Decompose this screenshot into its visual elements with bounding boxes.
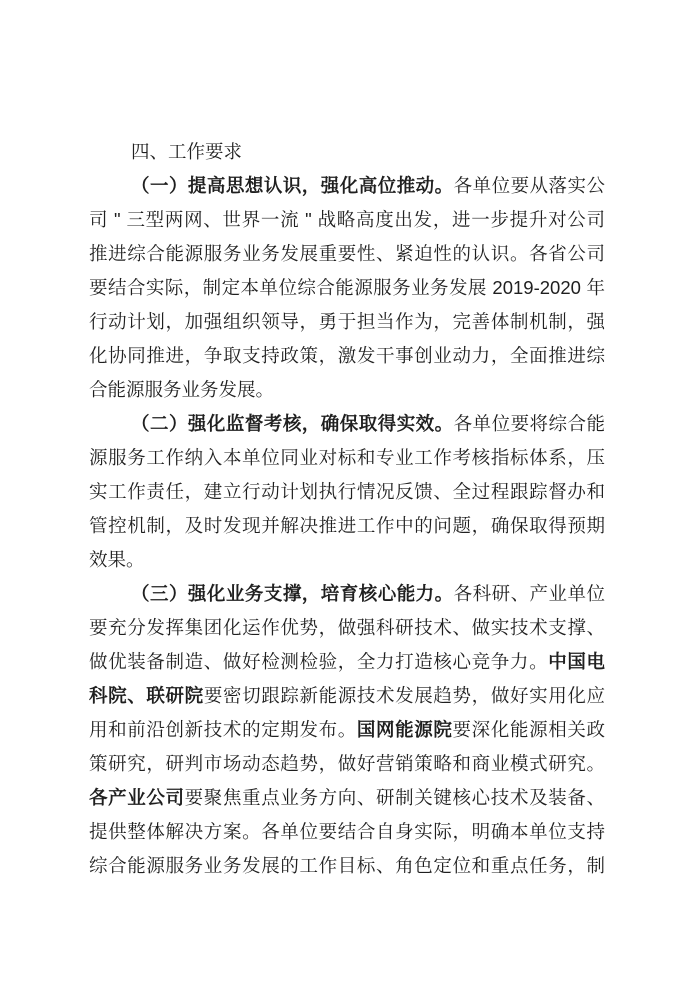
text-segment: 要密切跟踪新能源技术发展趋势，做好实用化应 <box>203 685 605 706</box>
document-line <box>89 611 605 645</box>
text-segment: 各科研、产业单位 <box>453 583 605 604</box>
document-line <box>89 509 605 543</box>
document-line <box>89 441 605 475</box>
text-segment: 实工作责任，建立行动计划执行情况反馈、全过程跟踪督办和 <box>89 481 605 502</box>
text-segment: 要充分发挥集团化运作优势，做强科研技术、做实技术支撑、 <box>89 617 605 638</box>
text-segment: 推进综合能源服务业务发展重要性、紧迫性的认识。各省公司 <box>89 243 605 264</box>
bold-text-segment: （二）强化监督考核，确保取得实效。 <box>131 413 454 434</box>
document-line <box>89 169 605 203</box>
bold-text-segment: 国网能源院 <box>356 719 453 740</box>
document-line <box>89 679 605 713</box>
bold-text-segment: （三）强化业务支撑，培育核心能力。 <box>131 583 454 604</box>
document-line <box>89 781 605 815</box>
document-line <box>89 645 605 679</box>
text-segment: 各单位要从落实公 <box>453 175 605 196</box>
document-line <box>89 203 605 237</box>
document-line <box>89 373 605 407</box>
document-line <box>89 407 605 441</box>
bold-text-segment: 中国电 <box>548 651 605 672</box>
document-line <box>89 543 605 577</box>
text-segment: 源服务工作纳入本单位同业对标和专业工作考核指标体系，压 <box>89 447 605 468</box>
document-line <box>89 713 605 747</box>
document-line <box>89 237 605 271</box>
text-segment: 提供整体解决方案。各单位要结合自身实际，明确本单位支持 <box>89 821 605 842</box>
text-segment: 要聚焦重点业务方向、研制关键核心技术及装备、 <box>184 787 605 808</box>
section-heading: 四、工作要求 <box>131 141 243 162</box>
document-body <box>89 135 605 883</box>
text-segment: 行动计划，加强组织领导，勇于担当作为，完善体制机制，强 <box>89 311 605 332</box>
text-segment: 管控机制，及时发现并解决推进工作中的问题，确保取得预期 <box>89 515 605 536</box>
document-line <box>89 577 605 611</box>
text-segment: 化协同推进，争取支持政策，激发干事创业动力，全面推进综 <box>89 345 605 366</box>
document-line <box>89 271 605 305</box>
text-segment: 策研究，研判市场动态趋势，做好营销策略和商业模式研究。 <box>89 753 605 774</box>
bold-text-segment: （一）提高思想认识，强化高位推动。 <box>131 175 454 196</box>
document-line <box>89 475 605 509</box>
bold-text-segment: 各产业公司 <box>89 787 185 808</box>
text-segment: 要深化能源相关政 <box>452 719 605 740</box>
bold-text-segment: 科院、联研院 <box>89 685 204 706</box>
document-line <box>89 747 605 781</box>
document-line <box>89 339 605 373</box>
text-segment: 做优装备制造、做好检测检验，全力打造核心竞争力。 <box>89 651 549 672</box>
document-line <box>89 815 605 849</box>
text-segment: 要结合实际，制定本单位综合能源服务业务发展 2019-2020 年 <box>89 277 605 298</box>
paragraphs-container <box>89 169 605 883</box>
text-segment: 各单位要将综合能 <box>453 413 605 434</box>
text-segment: 综合能源服务业务发展的工作目标、角色定位和重点任务，制 <box>89 855 605 876</box>
text-segment: 效果。 <box>89 549 145 570</box>
text-segment: 司 " 三型两网、世界一流 " 战略高度出发，进一步提升对公司 <box>89 209 605 230</box>
document-line <box>89 305 605 339</box>
text-segment: 用和前沿创新技术的定期发布。 <box>89 719 357 740</box>
text-segment: 合能源服务业务发展。 <box>89 379 275 400</box>
document-line <box>89 849 605 883</box>
